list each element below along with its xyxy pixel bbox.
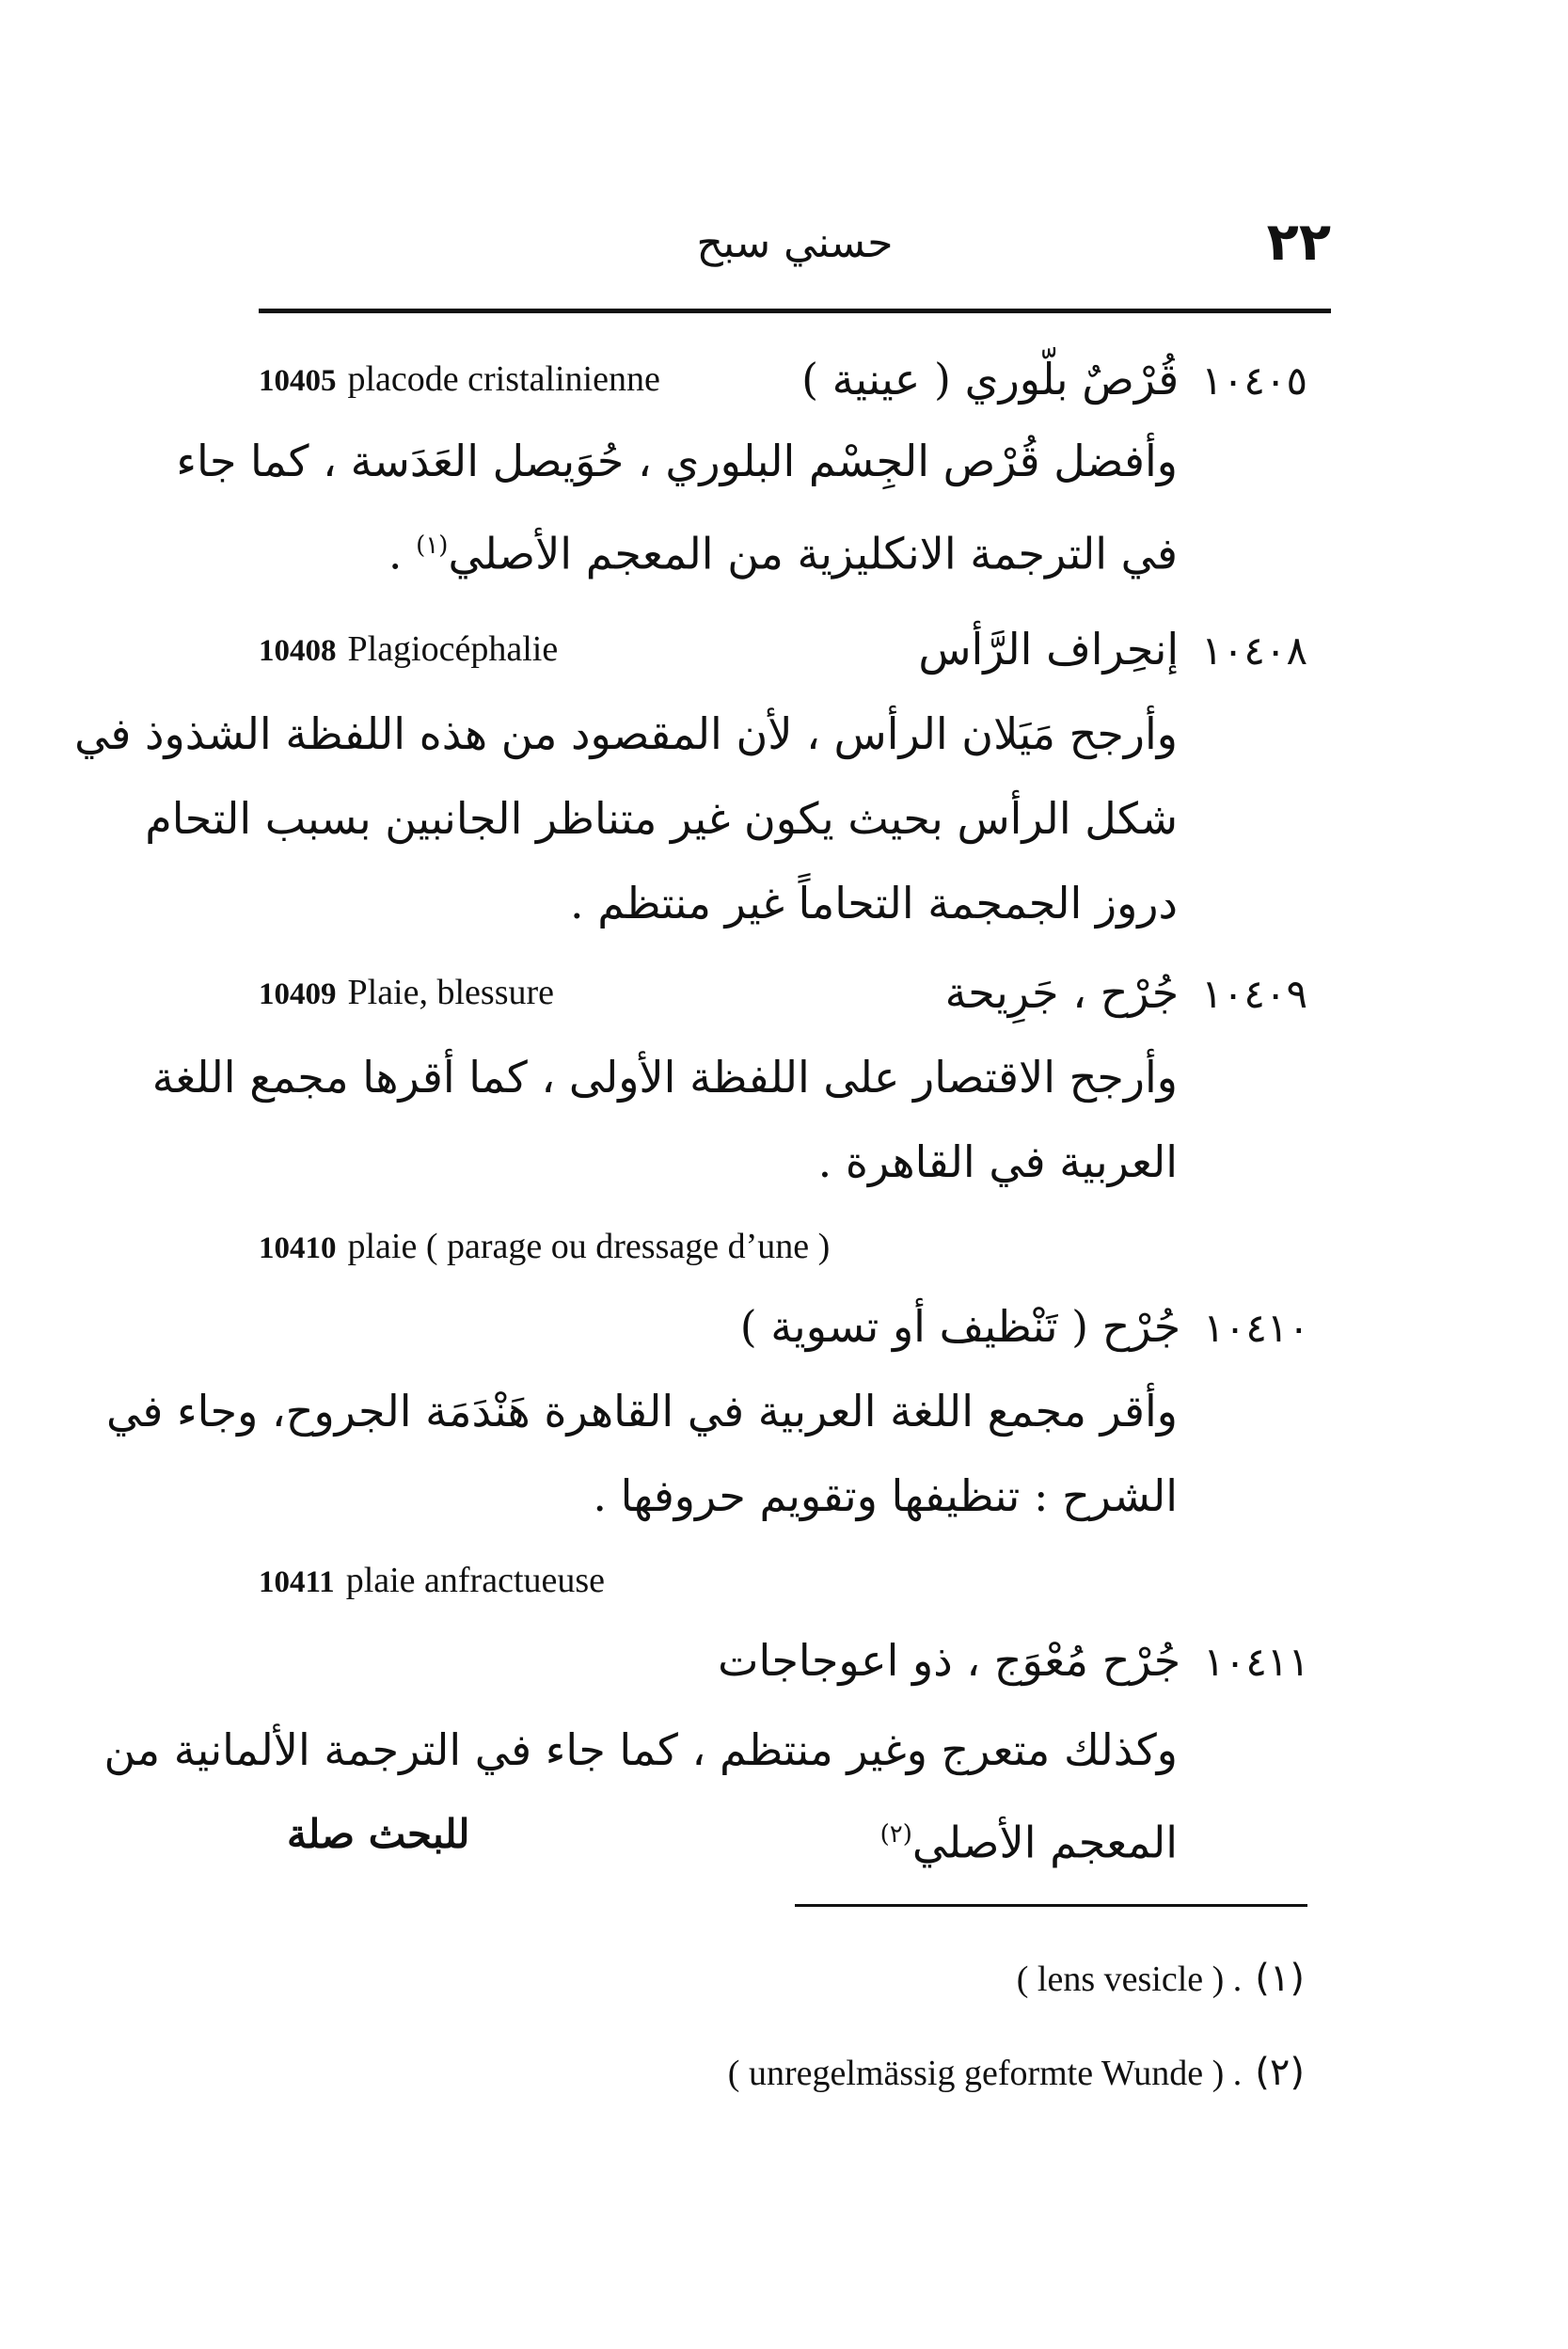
entry-arabic-term: قُرْصٌ بلّوري ( عينية ) [801, 354, 1180, 405]
entry-body-line: وأرجح مَيَلان الرأس ، لأن المقصود من هذه اللفظة الشذوذ في [74, 708, 1178, 759]
entry-term: Plagiocéphalie [347, 629, 559, 669]
entry-number: 10411 [259, 1565, 335, 1599]
footnote-text: ( lens vesicle ) . [1016, 1960, 1243, 1999]
footnote-rule [795, 1904, 1307, 1907]
entry-body-text: المعجم الأصلي [911, 1817, 1178, 1868]
entry-body-line [388, 513, 1178, 579]
entry-number: 10409 [259, 977, 337, 1011]
continuation-tag: للبحث صلة [287, 1811, 470, 1857]
entry-latin [259, 960, 554, 1027]
entry-number: 10405 [259, 364, 337, 398]
entry-body-line: وأقر مجمع اللغة العربية في القاهرة هَنْدَمَة الجروح، وجاء في [106, 1386, 1178, 1436]
entry-arabic [945, 960, 1307, 1027]
entry-arabic-term: جُرْح ( تَنْظيف أو تسوية ) [739, 1301, 1181, 1352]
running-head: حسني سبح [696, 219, 894, 267]
entry-heading [259, 346, 1307, 412]
entry-body-line: دروز الجمجمة التحاماً غير منتظم . [570, 878, 1178, 928]
entry-arabic-number: ١٠٤١١ [1203, 1639, 1309, 1685]
footnote [1017, 1945, 1305, 2011]
footnote-marker: (٢) [1255, 2051, 1305, 2094]
entry-term: placode cristalinienne [347, 359, 660, 399]
entry-heading [259, 616, 1307, 682]
entry-body-line [880, 1801, 1178, 1867]
entry-body-line: العربية في القاهرة . [817, 1136, 1178, 1187]
header-rule [259, 309, 1331, 313]
entry-arabic-number: ١٠٤٠٨ [1201, 627, 1307, 674]
entry-arabic-number: ١٠٤٠٥ [1201, 357, 1307, 404]
entry-latin [259, 346, 660, 414]
footnote [728, 2040, 1305, 2105]
entry-number: 10408 [259, 634, 337, 668]
entry-body-line: شكل الرأس بحيث يكون غير متناظر الجانبين بسبب التحام [145, 793, 1178, 844]
entry-body-line: وأفضل قُرْص الجِسْم البلوري ، حُوَيصل العَدَسة ، كما جاء [176, 436, 1178, 486]
entry-arabic-term: جُرْح مُعْوَج ، ذو اعوجاجات [718, 1635, 1181, 1686]
page-header [259, 212, 1331, 296]
entry-body-text: . [388, 528, 403, 579]
entry-number: 10410 [259, 1231, 337, 1265]
entry-arabic [918, 616, 1307, 684]
entry-arabic-number: ١٠٤٠٩ [1201, 971, 1307, 1017]
entry-latin [259, 1547, 605, 1615]
footnote-text: ( unregelmässig geformte Wunde ) . [727, 2054, 1243, 2093]
entry-heading [259, 1214, 1307, 1279]
entry-arabic-term: جُرْح ، جَرِيحة [944, 967, 1180, 1018]
entry-arabic-term: إنحِراف الرَّأس [918, 624, 1180, 675]
entry-arabic [718, 1627, 1309, 1693]
footnote-ref: (١) [416, 532, 449, 560]
entry-term: plaie anfractueuse [345, 1561, 606, 1600]
entry-term: Plaie, blessure [347, 973, 555, 1012]
page-number: ٢٢ [1266, 212, 1331, 273]
entry-body-text: في الترجمة الانكليزية من المعجم الأصلي [448, 528, 1178, 579]
entry-body-line: الشرح : تنظيفها وتقويم حروفها . [593, 1470, 1178, 1521]
entry-term: plaie ( parage ou dressage d’une ) [347, 1227, 831, 1266]
entry-latin [259, 1214, 830, 1281]
entry-latin [259, 616, 558, 684]
entry-arabic [801, 346, 1307, 414]
entry-arabic [740, 1294, 1309, 1359]
entry-body-line: وأرجح الاقتصار على اللفظة الأولى ، كما أقرها مجمع اللغة [151, 1052, 1178, 1103]
footnote-ref: (٢) [879, 1820, 912, 1849]
entry-heading [259, 1547, 1307, 1613]
entry-arabic-number: ١٠٤١٠ [1203, 1305, 1309, 1351]
entry-body-line: وكذلك متعرج وغير منتظم ، كما جاء في الترجمة الألمانية من [103, 1724, 1178, 1775]
footnote-marker: (١) [1255, 1957, 1305, 2000]
entry-heading [259, 960, 1307, 1025]
